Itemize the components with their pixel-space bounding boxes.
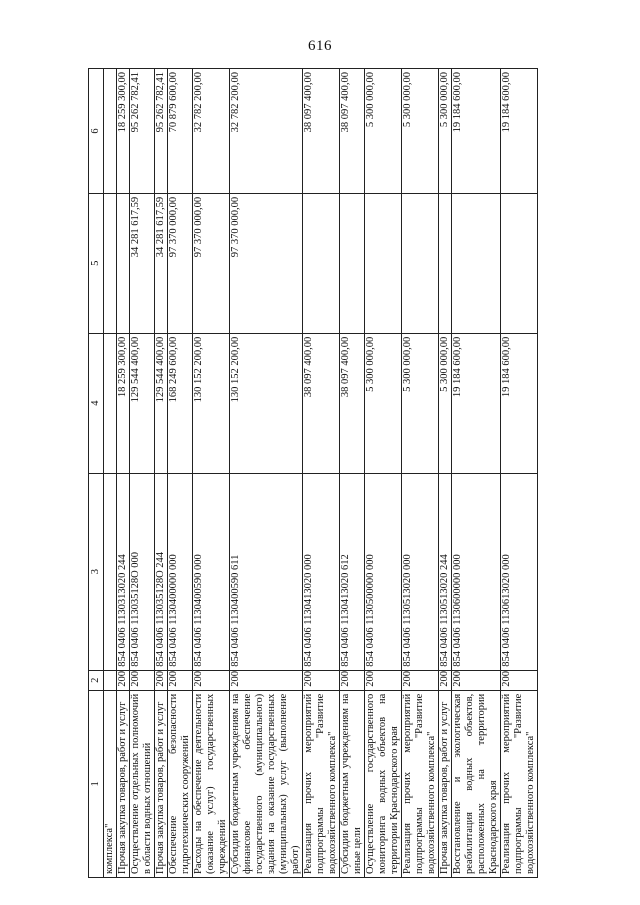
row-amount-cell: 38 097 400,00 xyxy=(340,333,365,473)
row-name-cell: Осуществление отдельных полномочий в области водных отношений xyxy=(130,690,155,877)
row-code-cell: 200 xyxy=(303,670,340,690)
row-change-cell xyxy=(117,193,130,333)
row-change-cell xyxy=(501,193,538,333)
row-name-cell: Прочая закупка товаров, работ и услуг xyxy=(155,690,168,877)
table-row xyxy=(501,69,538,878)
row-change-cell: 97 370 000,00 xyxy=(193,193,230,333)
row-name-cell: Реализация прочих мероприятий подпрограммы "Развитие водохозяйственного комплекса" xyxy=(501,690,538,877)
row-amount-cell xyxy=(104,333,117,473)
row-amount-cell: 130 152 200,00 xyxy=(230,333,303,473)
row-total-cell: 19 184 600,00 xyxy=(501,69,538,194)
row-total-cell: 19 184 600,00 xyxy=(452,69,501,194)
header-cell-4: 4 xyxy=(89,333,104,473)
row-name-cell: Прочая закупка товаров, работ и услуг xyxy=(439,690,452,877)
table-row xyxy=(402,69,439,878)
row-total-cell: 38 097 400,00 xyxy=(340,69,365,194)
row-code-cell: 200 xyxy=(117,670,130,690)
rotated-table-container xyxy=(88,68,633,878)
table-row xyxy=(104,69,117,878)
row-classification-cell: 854 0406 1130500000 000 xyxy=(365,473,402,670)
row-name-cell: Реализация прочих мероприятий подпрограммы "Развитие водохозяйственного комплекса" xyxy=(303,690,340,877)
row-code-cell: 200 xyxy=(230,670,303,690)
row-code-cell: 200 xyxy=(340,670,365,690)
row-total-cell xyxy=(104,69,117,194)
row-classification-cell: 854 0406 1130413020 612 xyxy=(340,473,365,670)
row-classification-cell: 854 0406 113035128О 000 xyxy=(130,473,155,670)
row-name-cell: Расходы на обеспечение деятельности (оказание услуг) государственных учреждений xyxy=(193,690,230,877)
row-change-cell xyxy=(340,193,365,333)
row-change-cell xyxy=(402,193,439,333)
header-cell-1: 1 xyxy=(89,690,104,877)
row-code-cell: 200 xyxy=(168,670,193,690)
row-amount-cell: 18 259 300,00 xyxy=(117,333,130,473)
row-code-cell: 200 xyxy=(501,670,538,690)
row-classification-cell: 854 0406 1130513020 244 xyxy=(439,473,452,670)
table-row xyxy=(365,69,402,878)
row-name-cell: Прочая закупка товаров, работ и услуг xyxy=(117,690,130,877)
row-total-cell: 32 782 200,00 xyxy=(193,69,230,194)
row-classification-cell: 854 0406 1130400590 611 xyxy=(230,473,303,670)
row-classification-cell: 854 0406 1130513020 000 xyxy=(402,473,439,670)
row-classification-cell: 854 0406 1130313020 244 xyxy=(117,473,130,670)
row-code-cell: 200 xyxy=(439,670,452,690)
row-change-cell xyxy=(104,193,117,333)
row-code-cell: 200 xyxy=(155,670,168,690)
table-row xyxy=(340,69,365,878)
table-row xyxy=(168,69,193,878)
row-change-cell: 97 370 000,00 xyxy=(230,193,303,333)
row-name-cell: Реализация прочих мероприятий подпрограммы "Развитие водохозяйственного комплекса" xyxy=(402,690,439,877)
row-total-cell: 32 782 200,00 xyxy=(230,69,303,194)
row-classification-cell: 854 0406 1130613020 000 xyxy=(501,473,538,670)
row-total-cell: 70 879 600,00 xyxy=(168,69,193,194)
table-row xyxy=(193,69,230,878)
table-row xyxy=(155,69,168,878)
row-change-cell: 97 370 000,00 xyxy=(168,193,193,333)
header-cell-2: 2 xyxy=(89,670,104,690)
row-amount-cell: 5 300 000,00 xyxy=(402,333,439,473)
row-amount-cell: 5 300 000,00 xyxy=(365,333,402,473)
row-classification-cell: 854 0406 1130413020 000 xyxy=(303,473,340,670)
table-row xyxy=(452,69,501,878)
row-amount-cell: 168 249 600,00 xyxy=(168,333,193,473)
row-change-cell xyxy=(303,193,340,333)
row-name-cell: Субсидии бюджетным учреждениям на финансовое обеспечение государственного (муниципального) задания на оказание государственных (муниципальных) услуг (выполнение работ) xyxy=(230,690,303,877)
row-change-cell xyxy=(365,193,402,333)
header-cell-6: 6 xyxy=(89,69,104,194)
row-code-cell: 200 xyxy=(193,670,230,690)
row-total-cell: 5 300 000,00 xyxy=(402,69,439,194)
row-total-cell: 95 262 782,41 xyxy=(130,69,155,194)
row-name-cell: комплекса" xyxy=(104,690,117,877)
table-row xyxy=(117,69,130,878)
row-classification-cell: 854 0406 113035128О 244 xyxy=(155,473,168,670)
header-cell-5: 5 xyxy=(89,193,104,333)
row-name-cell: Субсидии бюджетным учреждениям на иные цели xyxy=(340,690,365,877)
row-name-cell: Обеспечение безопасности гидротехнических сооружений xyxy=(168,690,193,877)
table-row xyxy=(303,69,340,878)
row-amount-cell: 130 152 200,00 xyxy=(193,333,230,473)
row-change-cell xyxy=(439,193,452,333)
row-total-cell: 95 262 782,41 xyxy=(155,69,168,194)
page-number: 616 xyxy=(308,38,332,54)
row-classification-cell xyxy=(104,473,117,670)
row-name-cell: Восстановление и экологическая реабилитация водных объектов, расположенных на территории Краснодарского края xyxy=(452,690,501,877)
row-classification-cell: 854 0406 1130400000 000 xyxy=(168,473,193,670)
table-row xyxy=(130,69,155,878)
row-code-cell xyxy=(104,670,117,690)
row-total-cell: 18 259 300,00 xyxy=(117,69,130,194)
row-total-cell: 5 300 000,00 xyxy=(439,69,452,194)
row-name-cell: Осуществление государственного мониторинга водных объектов на территории Краснодарского края xyxy=(365,690,402,877)
row-code-cell: 200 xyxy=(402,670,439,690)
row-code-cell: 200 xyxy=(130,670,155,690)
table-row xyxy=(439,69,452,878)
row-change-cell: 34 281 617,59 xyxy=(155,193,168,333)
budget-table xyxy=(88,68,538,878)
row-total-cell: 5 300 000,00 xyxy=(365,69,402,194)
row-classification-cell: 854 0406 1130400590 000 xyxy=(193,473,230,670)
header-cell-3: 3 xyxy=(89,473,104,670)
row-code-cell: 200 xyxy=(452,670,501,690)
row-code-cell: 200 xyxy=(365,670,402,690)
row-amount-cell: 19 184 600,00 xyxy=(452,333,501,473)
row-amount-cell: 129 544 400,00 xyxy=(155,333,168,473)
header-row xyxy=(89,69,104,878)
row-amount-cell: 5 300 000,00 xyxy=(439,333,452,473)
table-row xyxy=(230,69,303,878)
row-total-cell: 38 097 400,00 xyxy=(303,69,340,194)
row-classification-cell: 854 0406 1130600000 000 xyxy=(452,473,501,670)
row-change-cell: 34 281 617,59 xyxy=(130,193,155,333)
row-amount-cell: 129 544 400,00 xyxy=(130,333,155,473)
row-amount-cell: 38 097 400,00 xyxy=(303,333,340,473)
row-amount-cell: 19 184 600,00 xyxy=(501,333,538,473)
row-change-cell xyxy=(452,193,501,333)
